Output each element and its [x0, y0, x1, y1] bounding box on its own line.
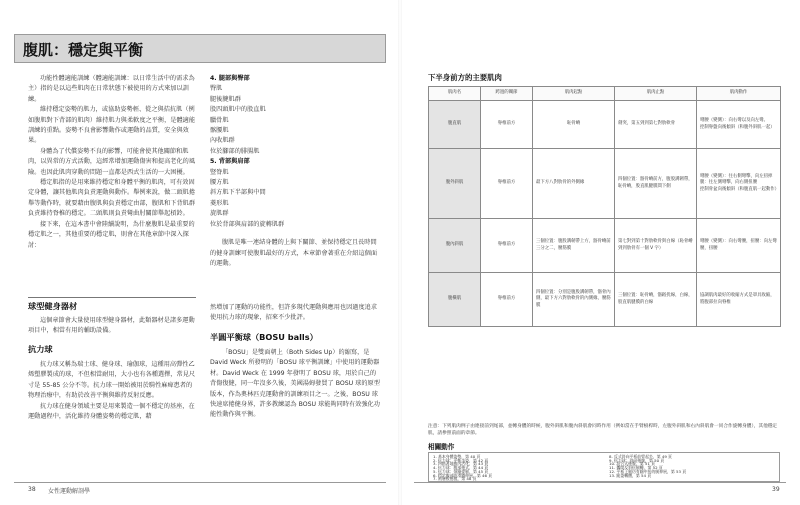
related-item: 5. 抗力球：煩躁提腿，第 45 頁 — [433, 468, 489, 474]
related-item: 6. 穩定腹部的滑牆伸展，第 46 頁 — [433, 472, 493, 478]
list-item: 位於背部與肩部的旋轉肌群 — [210, 220, 285, 228]
bosu-text-column — [210, 348, 382, 421]
list-item: 髂腰肌 — [210, 127, 229, 135]
cell-action: 協調肌肉最好的收縮方式是罩具收縮，將腹部拉向脊椎 — [697, 273, 781, 327]
cell-origin: 最下方八對肋骨的外側緣 — [533, 149, 615, 219]
intro-paragraph-4: 穩定肌指的是用來維持穩定和身體平衡的肌肉，可有效固定身體，讓其他肌肉負責運動與動作。舉例來說，做二頭肌捲舉等動作時，就要藉由腹肌與負責穩定由部，腹肌和下背肌群負責維持脊椎的穩定。二頭肌則負責彎曲肘關節舉起槓鈴。 — [28, 179, 196, 218]
related-item: 10. 混合式捲腹，第 51 頁 — [609, 461, 655, 467]
list-item: 內收肌群 — [210, 137, 235, 145]
cell-joint: 脊椎前方 — [481, 101, 533, 149]
cell-muscle-name: 腹橫肌 — [429, 273, 481, 327]
cell-action: 彎腰（變側）：向右彎腰，扭腰：向左彎腰，扭腰 — [697, 219, 781, 273]
related-item: 7. 兩層板捲腹，第 48 頁 — [433, 476, 477, 482]
cell-insertion: 第七對到第十對肋軟骨與白線（恥骨嵴到到肋骨有一個 V 字） — [615, 219, 697, 273]
related-item: 11. 攜間反斜抗腿轉，第 52 頁 — [609, 465, 663, 471]
table-row — [429, 149, 781, 219]
header-joint: 跨過的關節 — [481, 87, 533, 101]
cell-muscle-name: 腹內斜肌 — [429, 219, 481, 273]
section-heading-ball: 球型健身器材 — [28, 301, 78, 311]
list-heading-back: 5. 背部與肩部 — [210, 158, 250, 166]
book-title-footer: 女性運動解剖學 — [48, 488, 91, 495]
bosu-column — [210, 303, 382, 324]
related-item: 3. 四點著地腹內活化，第 43 頁 — [433, 461, 489, 467]
chapter-title-bar — [14, 34, 386, 63]
table-row — [429, 219, 781, 273]
cell-joint: 脊椎前方 — [481, 149, 533, 219]
header-origin: 肌肉起點 — [533, 87, 615, 101]
related-list-right — [609, 455, 686, 477]
bosu-paragraph: 「BOSU」是雙面朝上（Both Sides Up）的縮寫，是 David Weck 所發明的「BOSU 球平衡訓練」中使用的運動器材。David Weck 在 1999 年發明了 BOSU 球，用於自己的背傷復健，同一年沒多久後，美國湯姆發買了 BOSU 球的原型版本，作為奧林匹克運動會的訓練項目之一。之後，BOSU 球快速席捲健身界，許多教練認為 BOSU 球能夠同時有效強化功能性動作與平衡。 — [210, 349, 380, 419]
list-item: 菱形肌 — [210, 199, 229, 207]
cell-joint: 脊椎前方 — [481, 273, 533, 327]
cell-insertion: 四個位置：髂骨嵴前方，腹股溝韌帶，恥骨嵴，股直肌腱膜間下側 — [615, 149, 697, 219]
page-number-right: 39 — [772, 486, 780, 493]
table-row — [429, 273, 781, 327]
table-title: 下半身前方的主要肌肉 — [428, 73, 502, 82]
list-item: 臘骨肌 — [210, 116, 229, 124]
cell-muscle-name: 腹外斜肌 — [429, 149, 481, 219]
list-heading-legs: 4. 腿部與臀部 — [210, 75, 250, 82]
cell-insertion: 三個位置：恥骨嵴，髂蹈扰線，白線，股直肌腱膜的白線 — [615, 273, 697, 327]
stability-ball-paragraph-2: 抗力球在健身領域主要是用來製造一個不穩定的基座，在運動過程中，活化維持身體姿勢的穩定肌，藉 — [28, 402, 195, 421]
list-item: 旋肌群 — [210, 210, 229, 218]
table-row — [429, 101, 781, 149]
abs-summary-paragraph: 腹肌是唯一連結身體的上與下關節、並保持穩定且長時間的健身訓練可使腹肌最好的方式，本章節會著重在介紹這個面的運動。 — [210, 239, 378, 267]
related-item: 12. 平板上腿仿有翻中抬的腿伸展，第 53 頁 — [609, 468, 687, 474]
list-item: 位於腳部的腓腸肌 — [210, 147, 260, 155]
footer-rule — [414, 482, 786, 483]
ball-intro-paragraph: 這個章節會大量使用球型健身器材，此類器材是諸多運動項目中，相當有用的輔助設備。 — [28, 317, 195, 335]
subheading-bosu: 半圓平衡球（BOSU balls） — [210, 332, 318, 342]
list-item: 斜方肌下半部與中間 — [210, 189, 266, 197]
right-page — [400, 0, 800, 505]
chapter-title: 腹肌：穩定與平衡 — [23, 41, 144, 59]
stability-ball-column — [28, 360, 196, 422]
ball-intro-column — [28, 316, 196, 337]
intro-paragraph-2: 維持穩定姿勢的肌力，或協助姿勢輕、從之與拮抗肌（例如腹肌對下背部的肌肉）維持肌力與柔軟度之平衡，是體適能訓練的重點。姿勢不良會影響動作或運動的品質，安全與效果。 — [28, 106, 196, 145]
cell-action: 彎腰（變側）：往右側彎擊，向左扭掉腿：往左側彎擊，向右側扭腰 控制骨盆向後傾斜（和腹直肌一起動作） — [697, 149, 781, 219]
section-divider — [28, 297, 196, 298]
header-insertion: 肌肉止點 — [615, 87, 697, 101]
list-item: 腰方肌 — [210, 179, 229, 187]
related-item: 1. 基本身體姿勢，第 40 頁 — [433, 454, 481, 459]
table-note: 注意：下列肌肉例子由連接前到尾部，並轉身體的時候，腹外斜肌和腹內斜肌會同時作用（例如當在手臂槓桿時，左腹外斜肌和右內斜肌會一同合作旋轉身體），其他穩定肌，請參照前面的章節。 — [428, 424, 778, 437]
cell-joint: 脊椎前方 — [481, 219, 533, 273]
related-item: 4. 抗力球：腹部捲式，第 44 頁 — [433, 465, 489, 471]
table-header-row — [429, 87, 781, 101]
muscle-table — [428, 86, 781, 327]
related-item: 9. 抗力球：斜向捲腹，第 50 頁 — [609, 457, 665, 463]
related-item: 13. 跪姿轉體，第 54 頁 — [609, 472, 652, 478]
header-muscle-name: 肌肉名 — [429, 87, 481, 101]
related-exercises-box — [428, 452, 780, 482]
list-item: 股四頭肌中的股直肌 — [210, 106, 266, 114]
list-item: 豎脊肌 — [210, 168, 229, 176]
related-item: 8. 反式斜向平板前臂起坐，第 49 頁 — [609, 454, 672, 459]
list-item: 臀肌 — [210, 85, 223, 93]
page-number-left: 38 — [28, 486, 36, 493]
list-item: 腿後腱肌群 — [210, 95, 241, 103]
stability-ball-paragraph-1: 抗力球又稱為瑞士球、健身球、瑜伽球，這種用高彈性乙烯塑膠製成的球，不但相當耐用，大小也有各種選擇，常見尺寸是 55-85 公分不等。抗力球一開始被用於騎性麻痺患者的物理治療中，有助於改善平衡與維持反射反應。 — [28, 361, 196, 400]
cell-muscle-name: 腹直肌 — [429, 101, 481, 149]
intro-paragraph-3: 身體為了代償姿勢不良的影響，可能會使其他關節和肌肉，以異常的方式活動，這經常增加運動傷害和提高老化的風險。也因此肌肉穿動的問題一直都是西式生活的一大困擾。 — [28, 147, 196, 176]
cell-origin: 三個位置：腹股溝韌帶上方，髂骨嵴前三分之二，腰筋膜 — [533, 219, 615, 273]
related-item: 2. 抗力球：平衡坐姿，第 42 頁 — [433, 457, 489, 463]
related-list-left — [433, 455, 492, 481]
intro-paragraph-5: 接下來，在這本書中會陸續說明，為什麼腹肌是最重要的穩定肌之一，其他重要的穩定肌，則會在其他章節中深入探討： — [28, 220, 195, 249]
cell-insertion: 劍突，第五到到第七對肋軟骨 — [615, 101, 697, 149]
related-exercises-heading: 相關動作 — [428, 443, 455, 451]
header-action: 肌肉動作 — [697, 87, 781, 101]
intro-column — [28, 74, 196, 251]
cell-origin: 四個位置：分別是腹股溝韌帶，髂骨內側，最下方六對肋軟骨的內側緣，腰筋膜 — [533, 273, 615, 327]
cell-action: 彎腰（變側）：向右彎以及向左彎。 控制脊盤向後傾斜（和腹外斜肌一起） — [697, 101, 781, 149]
stabilizer-list-column — [210, 74, 382, 269]
ball-criticism-paragraph: 然增加了運動的功能性，但許多現代運動與應用也因過度追求使用抗力球的現象，招來不少批評。 — [210, 304, 378, 322]
intro-paragraph-1: 功能性體適能訓練（體適能訓練：以日常生活中的需求為主）指的是以這些肌肉在日常狀態下被使用的方式來加以訓練。 — [28, 75, 195, 103]
cell-origin: 恥骨嵴 — [533, 101, 615, 149]
subheading-stability-ball: 抗力球 — [28, 344, 53, 354]
footer-rule — [14, 482, 386, 483]
